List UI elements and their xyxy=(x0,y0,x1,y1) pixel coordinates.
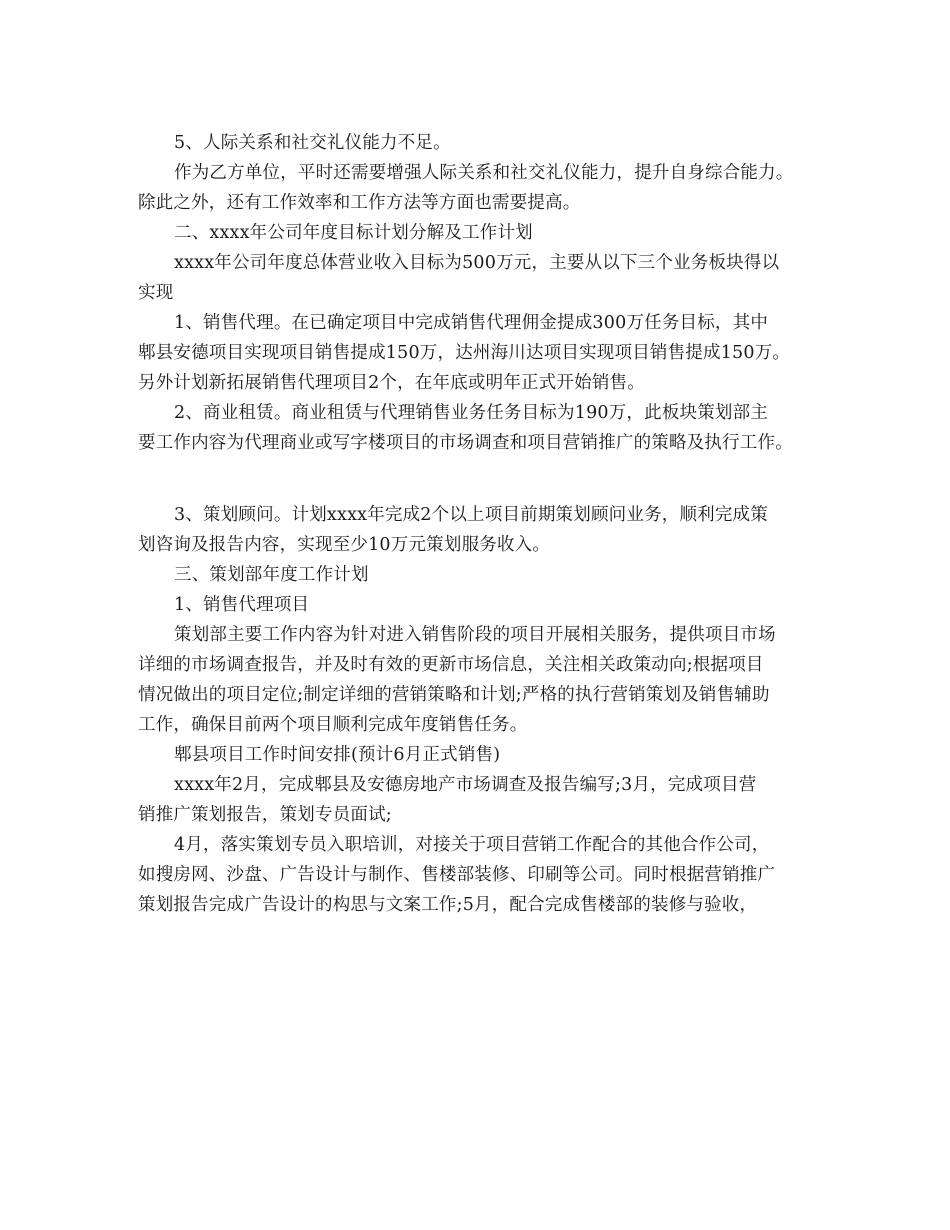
document-body xyxy=(138,128,828,920)
paragraph-line: 郫县安德项目实现项目销售提成150万，达州海川达项目实现项目销售提成150万。 xyxy=(138,343,791,363)
paragraph-line: xxxx年2月，完成郫县及安德房地产市场调查及报告编写;3月，完成项目营 xyxy=(174,775,757,795)
paragraph-line: xxxx年公司年度总体营业收入目标为500万元，主要从以下三个业务板块得以 xyxy=(174,253,780,273)
paragraph-line: 实现 xyxy=(138,283,174,303)
paragraph-line: 策划部主要工作内容为针对进入销售阶段的项目开展相关服务，提供项目市场 xyxy=(174,625,776,645)
paragraph-line: 详细的市场调查报告，并及时有效的更新市场信息，关注相关政策动向;根据项目 xyxy=(138,655,764,675)
subheading-pixian-schedule: 郫县项目工作时间安排(预计6月正式销售) xyxy=(174,745,501,765)
section-heading-annual-target: 二、xxxx年公司年度目标计划分解及工作计划 xyxy=(174,223,533,243)
paragraph-line: 要工作内容为代理商业或写字楼项目的市场调查和项目营销推广的策略及执行工作。 xyxy=(138,433,793,453)
paragraph-line: 除此之外，还有工作效率和工作方法等方面也需要提高。 xyxy=(138,193,581,213)
paragraph-line: 如搜房网、沙盘、广告设计与制作、售楼部装修、印刷等公司。同时根据营销推广 xyxy=(138,865,776,885)
paragraph-line: 工作，确保目前两个项目顺利完成年度销售任务。 xyxy=(138,715,528,735)
subheading-sales-agency-project: 1、销售代理项目 xyxy=(174,595,310,615)
section-heading-department-plan: 三、策划部年度工作计划 xyxy=(174,565,369,585)
list-item-commercial-leasing: 2、商业租赁。商业租赁与代理销售业务任务目标为190万，此板块策划部主 xyxy=(174,403,769,423)
paragraph-line: 划咨询及报告内容，实现至少10万元策划服务收入。 xyxy=(138,535,551,555)
list-item-interpersonal-skills: 5、人际关系和社交礼仪能力不足。 xyxy=(174,133,451,153)
paragraph-line: 策划报告完成广告设计的构思与文案工作;5月，配合完成售楼部的装修与验收， xyxy=(138,895,758,915)
list-item-planning-consulting: 3、策划顾问。计划xxxx年完成2个以上项目前期策划顾问业务，顺利完成策 xyxy=(174,505,768,525)
paragraph-line: 4月，落实策划专员入职培训，对接关于项目营销工作配合的其他合作公司， xyxy=(174,835,770,855)
paragraph-gap xyxy=(138,458,828,500)
paragraph-line: 情况做出的项目定位;制定详细的营销策略和计划;严格的执行营销策划及销售辅助 xyxy=(138,685,770,705)
paragraph-line: 另外计划新拓展销售代理项目2个，在年底或明年正式开始销售。 xyxy=(138,373,645,393)
paragraph-line: 销推广策划报告，策划专员面试; xyxy=(138,805,392,825)
paragraph-line: 作为乙方单位，平时还需要增强人际关系和社交礼仪能力，提升自身综合能力。 xyxy=(174,163,794,183)
list-item-sales-agency: 1、销售代理。在已确定项目中完成销售代理佣金提成300万任务目标，其中 xyxy=(174,313,769,333)
